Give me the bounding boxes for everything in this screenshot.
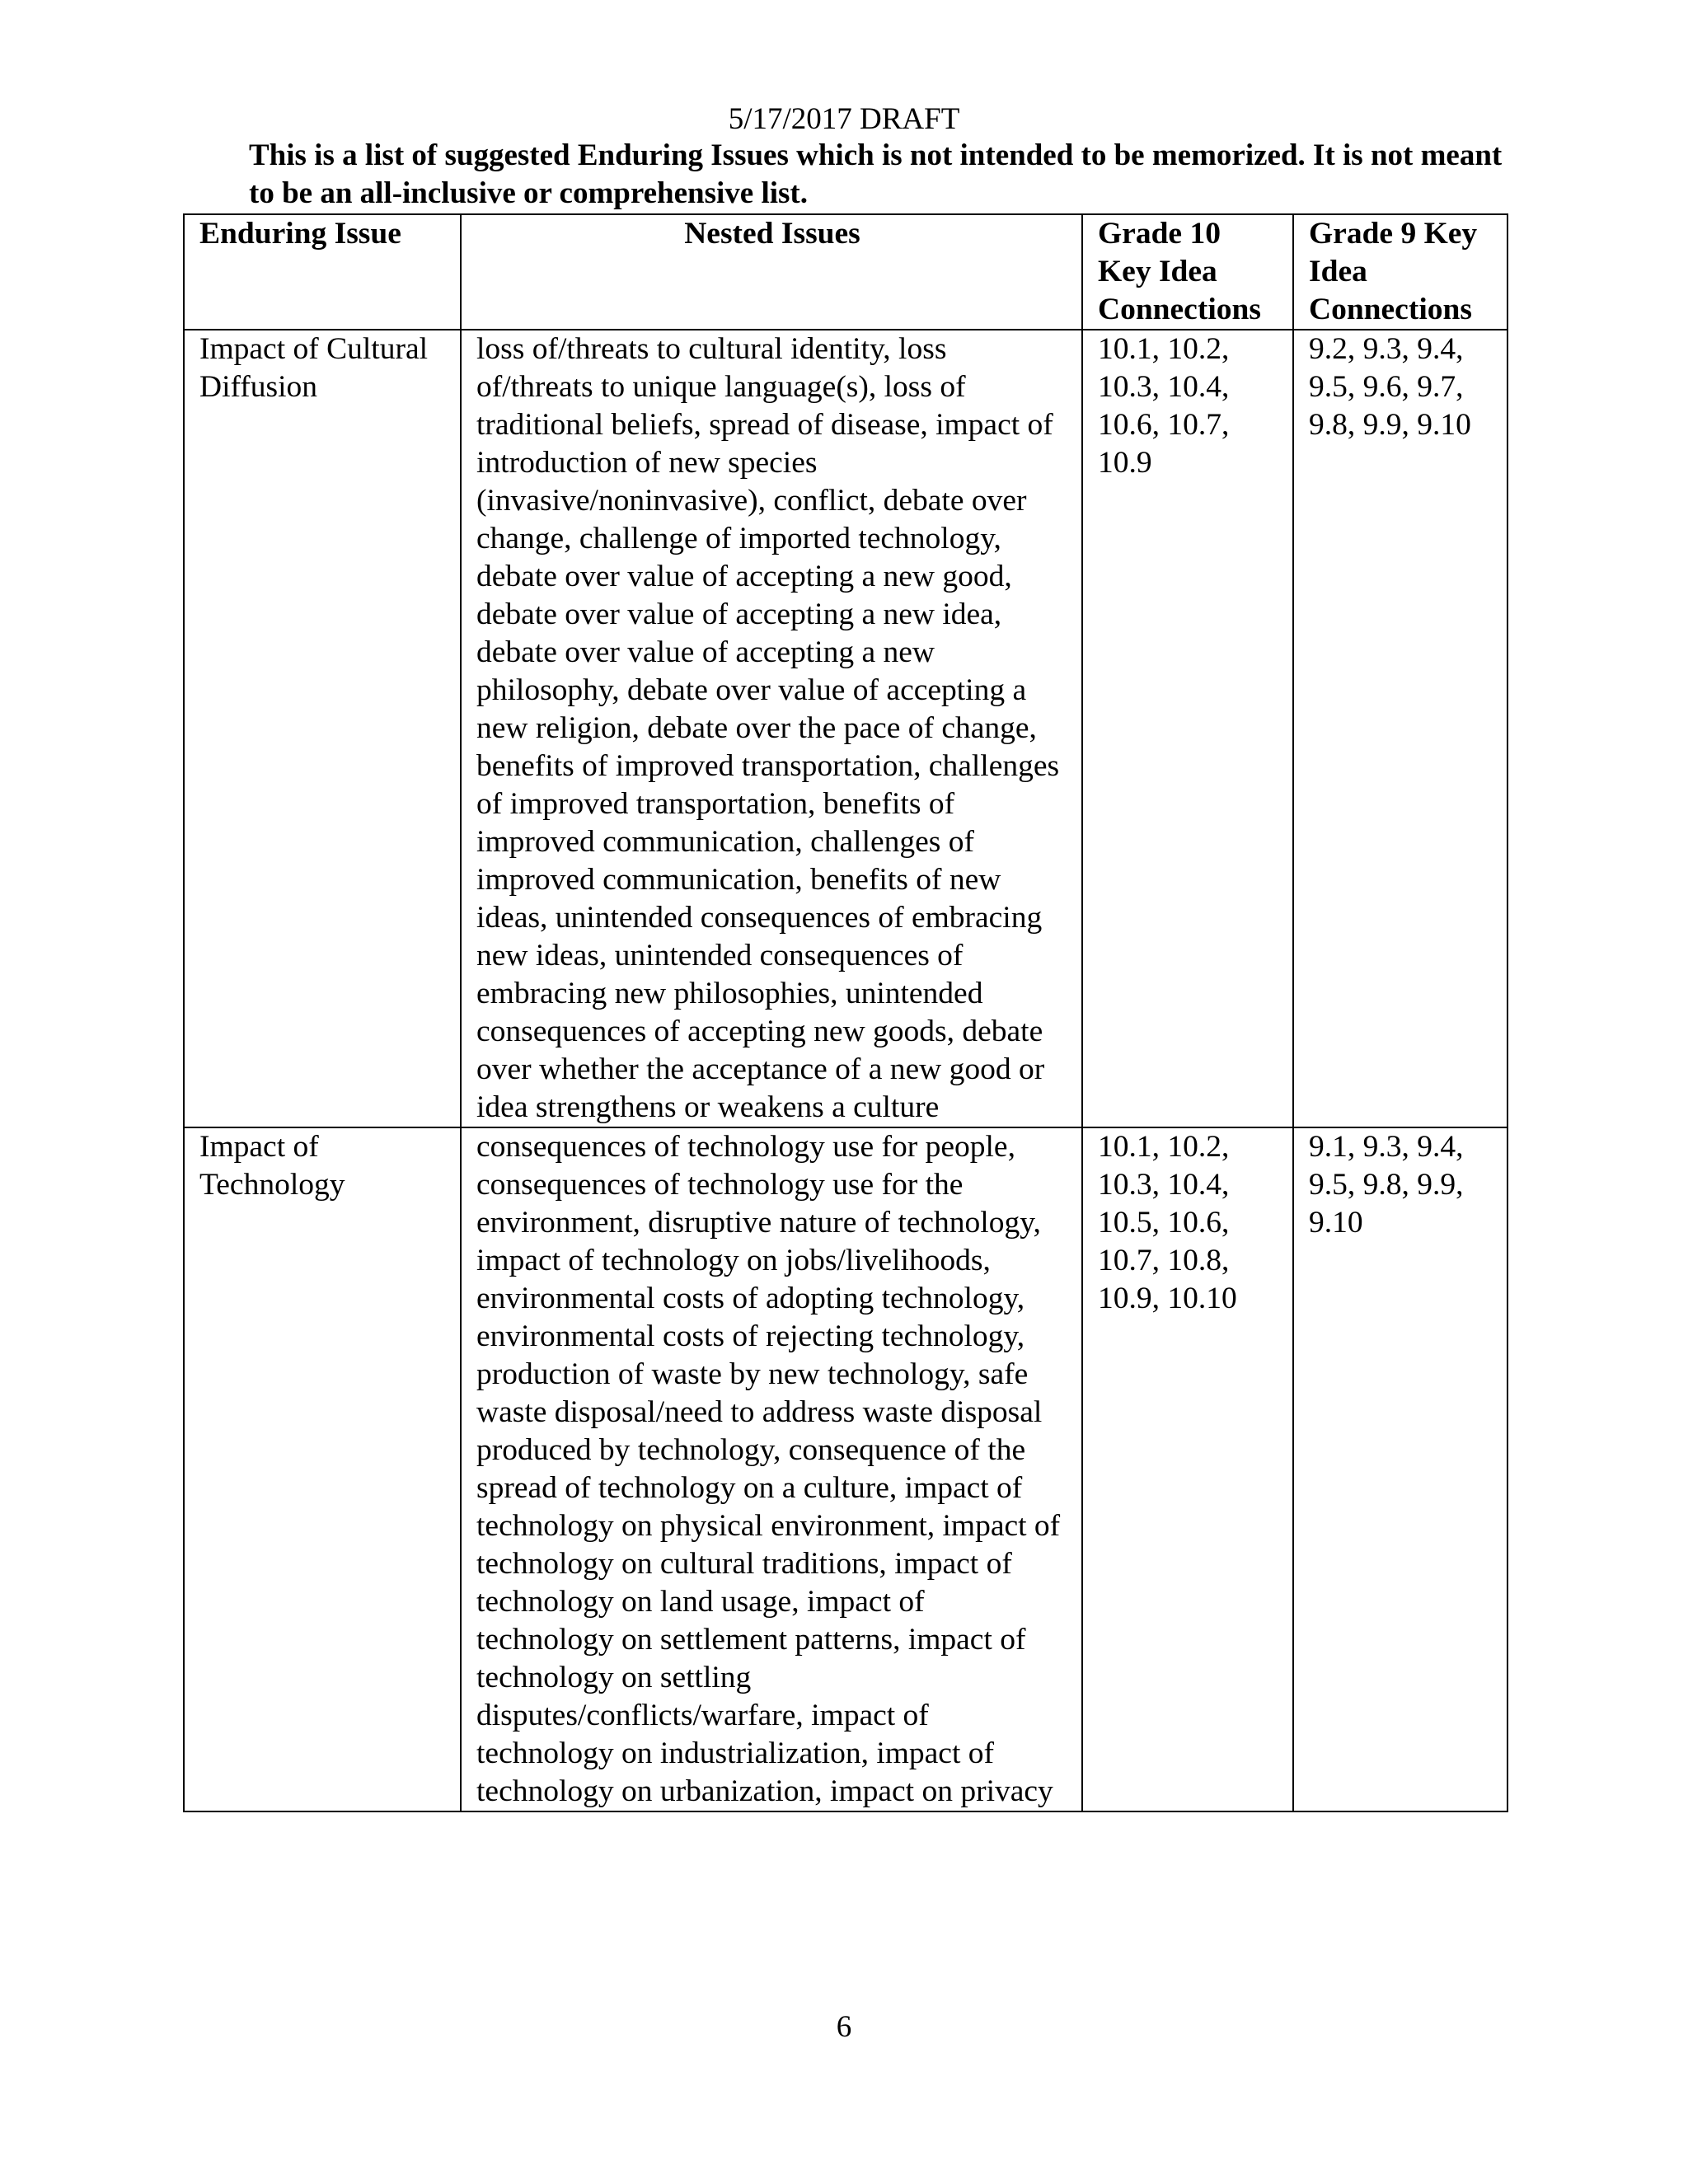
intro-note: This is a list of suggested Enduring Issues which is not intended to be memorized. It is not meant to be an all-inclusive or comprehensive list. <box>249 138 1503 210</box>
page-number: 6 <box>836 2010 852 2044</box>
grade10-connections-cell: 10.1, 10.2, 10.3, 10.4, 10.5, 10.6, 10.7, 10.8, 10.9, 10.10 <box>1082 1127 1293 1811</box>
draft-date-header: 5/17/2017 DRAFT <box>728 102 960 136</box>
nested-issues-cell: loss of/threats to cultural identity, loss of/threats to unique language(s), loss of traditional beliefs, spread of disease, impact of introduction of new species (invasive/noninvasive), conflict, debate over change, challenge of imported technology, debate over value of accepting a new good, debate over value of accepting a new idea, debate over value of accepting a new philosophy, debate over value of accepting a new religion, debate over the pace of change, benefits of improved transportation, challenges of improved transportation, benefits of improved communication, challenges of improved communication, benefits of new ideas, unintended consequences of embracing new ideas, unintended consequences of embracing new philosophies, unintended consequences of accepting new goods, debate over whether the acceptance of a new good or idea strengthens or weakens a culture <box>461 330 1082 1127</box>
header-grade9-connections: Grade 9 Key Idea Connections <box>1293 214 1507 330</box>
table-row <box>184 1127 1507 1811</box>
table-row <box>184 330 1507 1127</box>
header-enduring-issue: Enduring Issue <box>184 214 461 330</box>
enduring-issue-cell: Impact of Cultural Diffusion <box>184 330 461 1127</box>
nested-issues-cell: consequences of technology use for people, consequences of technology use for the environment, disruptive nature of technology, impact of technology on jobs/livelihoods, environmental costs of adopting technology, environmental costs of rejecting technology, production of waste by new technology, safe waste disposal/need to address waste disposal produced by technology, consequence of the spread of technology on a culture, impact of technology on physical environment, impact of technology on cultural traditions, impact of technology on land usage, impact of technology on settlement patterns, impact of technology on settling disputes/conflicts/warfare, impact of technology on industrialization, impact of technology on urbanization, impact on privacy <box>461 1127 1082 1811</box>
grade10-connections-cell: 10.1, 10.2, 10.3, 10.4, 10.6, 10.7, 10.9 <box>1082 330 1293 1127</box>
enduring-issues-table <box>183 213 1508 1812</box>
header-grade10-connections: Grade 10 Key Idea Connections <box>1082 214 1293 330</box>
grade9-connections-cell: 9.1, 9.3, 9.4, 9.5, 9.8, 9.9, 9.10 <box>1293 1127 1507 1811</box>
table-header-row <box>184 214 1507 330</box>
grade9-connections-cell: 9.2, 9.3, 9.4, 9.5, 9.6, 9.7, 9.8, 9.9, 9.10 <box>1293 330 1507 1127</box>
header-nested-issues: Nested Issues <box>461 214 1082 330</box>
enduring-issue-cell: Impact of Technology <box>184 1127 461 1811</box>
